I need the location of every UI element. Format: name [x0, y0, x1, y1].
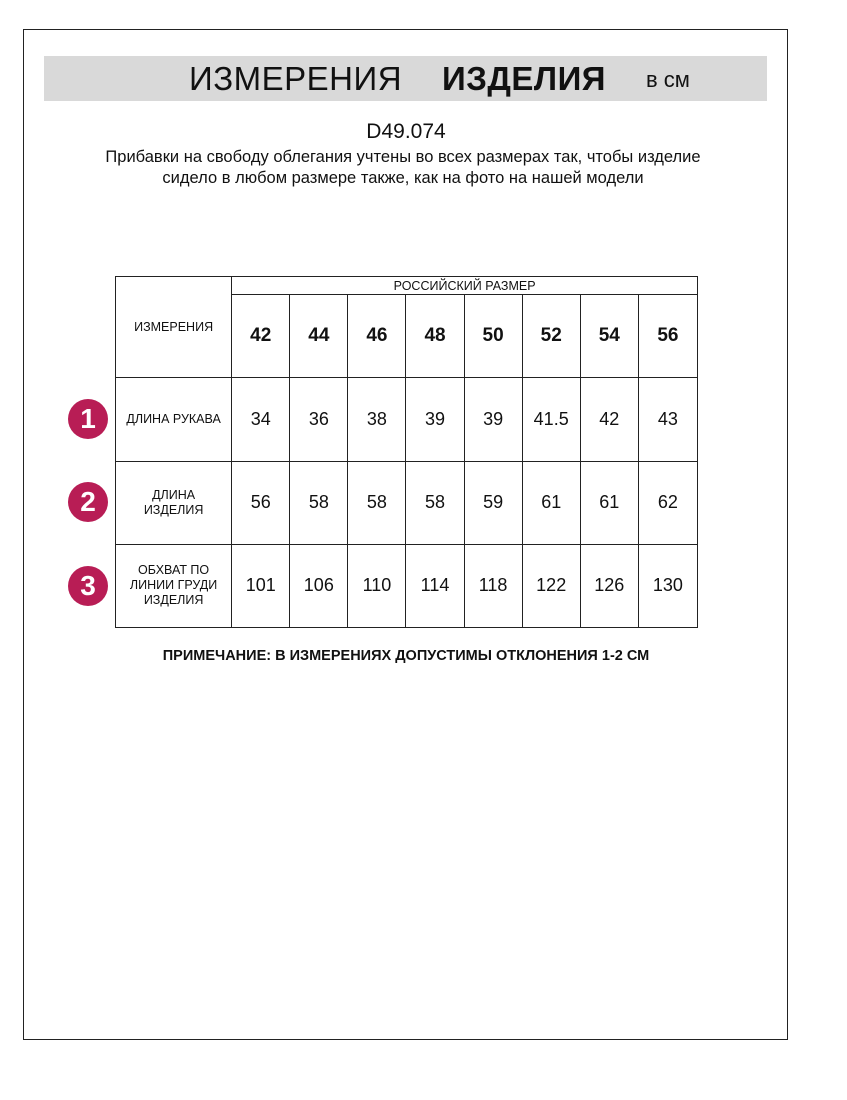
- table-cell: 38: [348, 378, 406, 461]
- table-cell: 110: [348, 544, 406, 627]
- table-cell: 39: [406, 378, 464, 461]
- unit-label: в см: [646, 67, 690, 92]
- measurement-badge-3: 3: [68, 566, 108, 606]
- table-cell: 58: [290, 461, 348, 544]
- table-cell: 34: [232, 378, 290, 461]
- tolerance-note: ПРИМЕЧАНИЕ: В ИЗМЕРЕНИЯХ ДОПУСТИМЫ ОТКЛОНЕНИЯ 1-2 СМ: [162, 648, 650, 664]
- corner-header: ИЗМЕРЕНИЯ: [116, 277, 232, 378]
- title-part-2: ИЗДЕЛИЯ: [442, 60, 607, 97]
- title-part-1: ИЗМЕРЕНИЯ: [189, 60, 403, 97]
- table-cell: 62: [638, 461, 697, 544]
- table-cell: 61: [522, 461, 580, 544]
- table-cell: 122: [522, 544, 580, 627]
- size-header: 54: [580, 295, 638, 378]
- size-header: 56: [638, 295, 697, 378]
- table-cell: 43: [638, 378, 697, 461]
- table-cell: 58: [348, 461, 406, 544]
- title-banner: [44, 56, 767, 101]
- table-cell: 42: [580, 378, 638, 461]
- table-cell: 61: [580, 461, 638, 544]
- table-cell: 56: [232, 461, 290, 544]
- size-header: 42: [232, 295, 290, 378]
- table-cell: 101: [232, 544, 290, 627]
- product-code: D49.074: [366, 120, 446, 143]
- row-label: ОБХВАТ ПО ЛИНИИ ГРУДИ ИЗДЕЛИЯ: [116, 544, 232, 627]
- table-cell: 59: [464, 461, 522, 544]
- table-cell: 106: [290, 544, 348, 627]
- row-label: ДЛИНА РУКАВА: [116, 378, 232, 461]
- table-row: [116, 544, 698, 627]
- table-cell: 114: [406, 544, 464, 627]
- table-cell: 41.5: [522, 378, 580, 461]
- table-cell: 126: [580, 544, 638, 627]
- measurement-badge-2: 2: [68, 482, 108, 522]
- size-header: 48: [406, 295, 464, 378]
- table-cell: 36: [290, 378, 348, 461]
- table-cell: 118: [464, 544, 522, 627]
- size-header: 50: [464, 295, 522, 378]
- table-cell: 130: [638, 544, 697, 627]
- table-row: [116, 378, 698, 461]
- fit-description: Прибавки на свободу облегания учтены во всех размерах так, чтобы изделие сидело в любом размере также, как на фото на нашей модели: [105, 148, 701, 187]
- size-header: 44: [290, 295, 348, 378]
- table-cell: 39: [464, 378, 522, 461]
- measurement-table: [115, 276, 698, 628]
- measurement-badge-1: 1: [68, 399, 108, 439]
- size-group-header: РОССИЙСКИЙ РАЗМЕР: [232, 277, 698, 295]
- row-label: ДЛИНА ИЗДЕЛИЯ: [116, 461, 232, 544]
- table-cell: 58: [406, 461, 464, 544]
- size-header: 46: [348, 295, 406, 378]
- size-header: 52: [522, 295, 580, 378]
- table-row: [116, 461, 698, 544]
